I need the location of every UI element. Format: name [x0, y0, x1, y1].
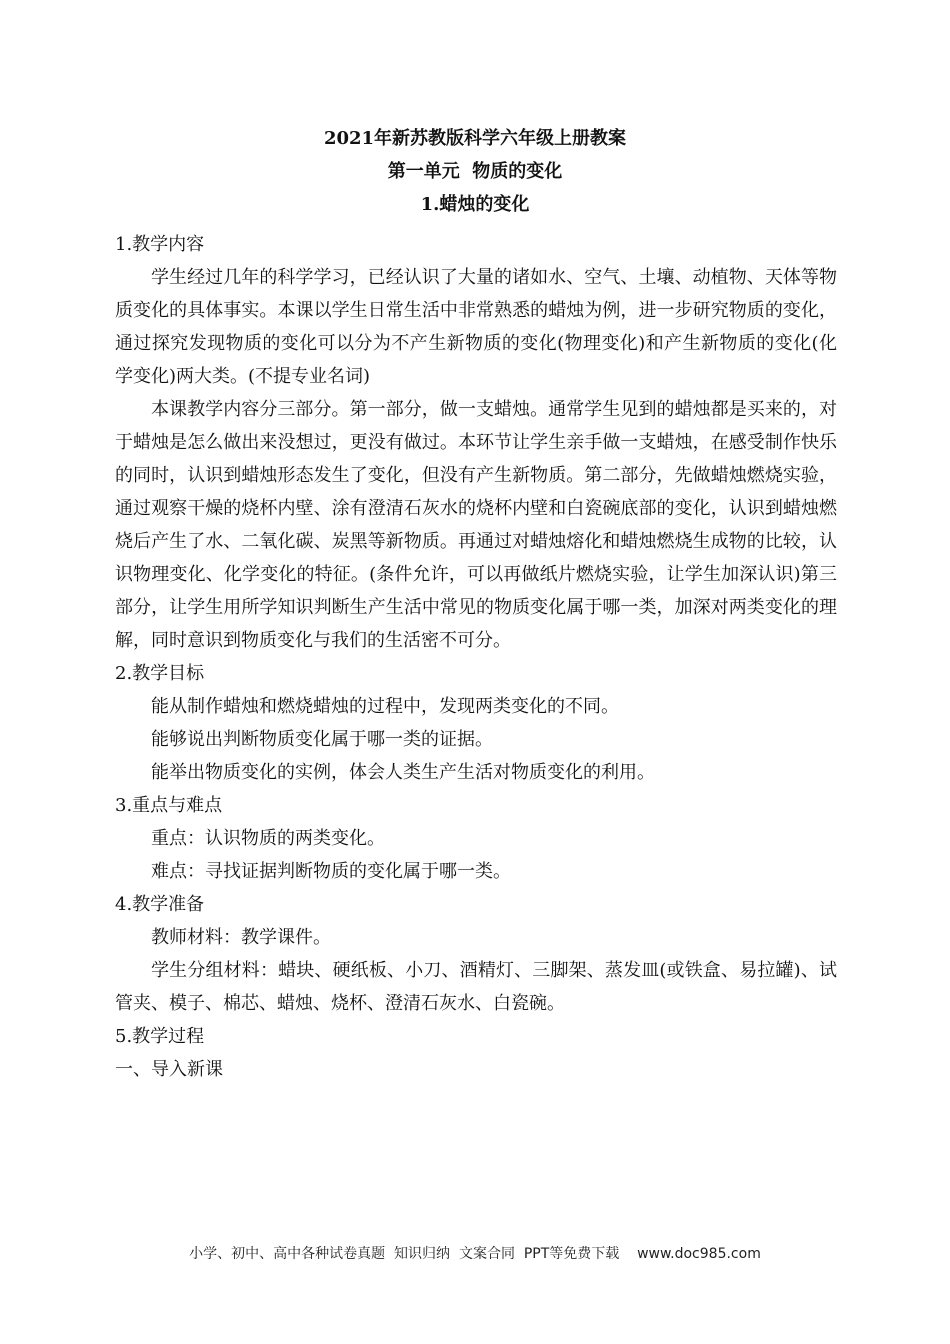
title-block — [0, 122, 950, 221]
lesson-title: 1.蜡烛的变化 — [420, 194, 530, 215]
paragraph: 学生经过几年的科学学习，已经认识了大量的诸如水、空气、土壤、动植物、天体等物质变化的具体事实。本课以学生日常生活中非常熟悉的蜡烛为例，进一步研究物质的变化，通过探究发现物质的变化可以分为不产生新物质的变化(物理变化)和产生新物质的变化(化学变化)两大类。(不提专业名词) — [115, 267, 837, 387]
document-body — [115, 228, 837, 1086]
student-materials: 学生分组材料：蜡块、硬纸板、小刀、酒精灯、三脚架、蒸发皿(或铁盒、易拉罐)、试管夹、模子、棉芯、蜡烛、烧杯、澄清石灰水、白瓷碗。 — [115, 960, 837, 1014]
section-heading-goals: 2.教学目标 — [115, 663, 205, 684]
subsection-heading: 一、导入新课 — [115, 1059, 223, 1080]
section-heading-preparation: 4.教学准备 — [115, 894, 205, 915]
unit-title: 第一单元 物质的变化 — [387, 161, 563, 182]
keypoint-item: 重点：认识物质的两类变化。 — [151, 828, 385, 849]
keypoint-item: 难点：寻找证据判断物质的变化属于哪一类。 — [151, 861, 511, 882]
teacher-materials: 教师材料：教学课件。 — [151, 927, 331, 948]
goal-item: 能从制作蜡烛和燃烧蜡烛的过程中，发现两类变化的不同。 — [151, 696, 619, 717]
section-heading-content: 1.教学内容 — [115, 234, 205, 255]
main-title: 2021年新苏教版科学六年级上册教案 — [323, 128, 627, 149]
page-footer: 小学、初中、高中各种试卷真题 知识归纳 文案合同 PPT等免费下载 www.doc985.com — [189, 1246, 761, 1262]
goal-item: 能举出物质变化的实例，体会人类生产生活对物质变化的利用。 — [151, 762, 655, 783]
goal-item: 能够说出判断物质变化属于哪一类的证据。 — [151, 729, 493, 750]
paragraph: 本课教学内容分三部分。第一部分，做一支蜡烛。通常学生见到的蜡烛都是买来的，对于蜡烛是怎么做出来没想过，更没有做过。本环节让学生亲手做一支蜡烛，在感受制作快乐的同时，认识到蜡烛形态发生了变化，但没有产生新物质。第二部分，先做蜡烛燃烧实验，通过观察干燥的烧杯内壁、涂有澄清石灰水的烧杯内壁和白瓷碗底部的变化，认识到蜡烛燃烧后产生了水、二氧化碳、炭黑等新物质。再通过对蜡烛熔化和蜡烛燃烧生成物的比较，认识物理变化、化学变化的特征。(条件允许，可以再做纸片燃烧实验，让学生加深认识)第三部分，让学生用所学知识判断生产生活中常见的物质变化属于哪一类，加深对两类变化的理解，同时意识到物质变化与我们的生活密不可分。 — [115, 399, 837, 651]
section-heading-keypoints: 3.重点与难点 — [115, 795, 223, 816]
section-heading-process: 5.教学过程 — [115, 1026, 205, 1047]
